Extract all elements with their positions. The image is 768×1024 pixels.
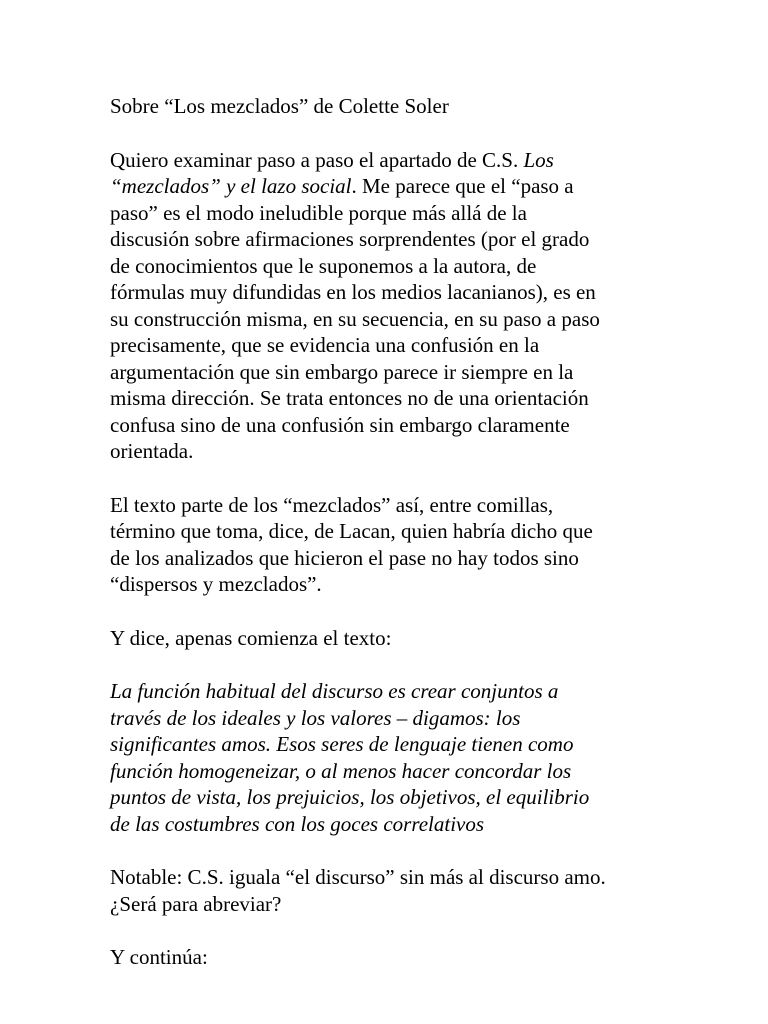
quote-line: significantes amos. Esos seres de lenguaje tienen como [110, 732, 574, 756]
text-run: . Me parece que el “paso a [351, 174, 574, 198]
italic-run: Los [523, 147, 554, 172]
paragraph-line [110, 173, 670, 200]
paragraph-line: paso” es el modo ineludible porque más allá de la [110, 200, 527, 225]
paragraph-line: El texto parte de los “mezclados” así, entre comillas, [110, 492, 554, 517]
quote-line: puntos de vista, los prejuicios, los objetivos, el equilibrio [110, 785, 590, 809]
paragraph-line: precisamente, que se evidencia una confusión en la [110, 333, 540, 357]
block-quote [110, 678, 670, 837]
paragraph-line: orientada. [110, 439, 194, 463]
paragraph-line: misma dirección. Se trata entonces no de una orientación [110, 386, 589, 410]
paragraph-line: término que toma, dice, de Lacan, quien habría dicho que [110, 519, 593, 543]
paragraph-line: su construcción misma, en su secuencia, en su paso a paso [110, 306, 600, 331]
paragraph-line: de los analizados que hicieron el pase no hay todos sino [110, 545, 579, 570]
paragraph-line: discusión sobre afirmaciones sorprendentes (por el grado [110, 227, 590, 251]
document-page [110, 93, 670, 998]
paragraph-line: “dispersos y mezclados”. [110, 572, 322, 596]
document-title [110, 93, 670, 120]
paragraph-line: ¿Será para abreviar? [110, 891, 282, 916]
paragraph-intro [110, 147, 670, 465]
paragraph-line: fórmulas muy difundidas en los medios lacanianos), es en [110, 280, 596, 304]
paragraph-line: Notable: C.S. iguala “el discurso” sin más al discurso amo. [110, 865, 606, 889]
paragraph-line: argumentación que sin embargo parece ir siempre en la [110, 359, 574, 384]
title-text: Sobre “Los mezclados” de Colette Soler [110, 94, 449, 118]
paragraph-notable [110, 864, 670, 917]
quote-line: de las costumbres con los goces correlativos [110, 811, 485, 836]
text-run: Quiero examinar paso a paso el apartado de C.S. [110, 147, 524, 172]
paragraph-mezclados [110, 492, 670, 598]
paragraph-dice [110, 625, 670, 652]
quote-line: función homogeneizar, o al menos hacer concordar los [110, 758, 572, 783]
paragraph-line [110, 147, 670, 174]
italic-run: “mezclados” y el lazo social [110, 174, 352, 198]
quote-line: través de los ideales y los valores – digamos: los [110, 705, 521, 730]
paragraph-line: Y dice, apenas comienza el texto: [110, 625, 392, 650]
paragraph-line: confusa sino de una confusión sin embargo claramente [110, 412, 570, 437]
quote-line: La función habitual del discurso es crear conjuntos a [110, 679, 559, 703]
paragraph-line: Y continúa: [110, 945, 208, 969]
paragraph-continua [110, 944, 670, 971]
paragraph-line: de conocimientos que le suponemos a la autora, de [110, 253, 537, 278]
